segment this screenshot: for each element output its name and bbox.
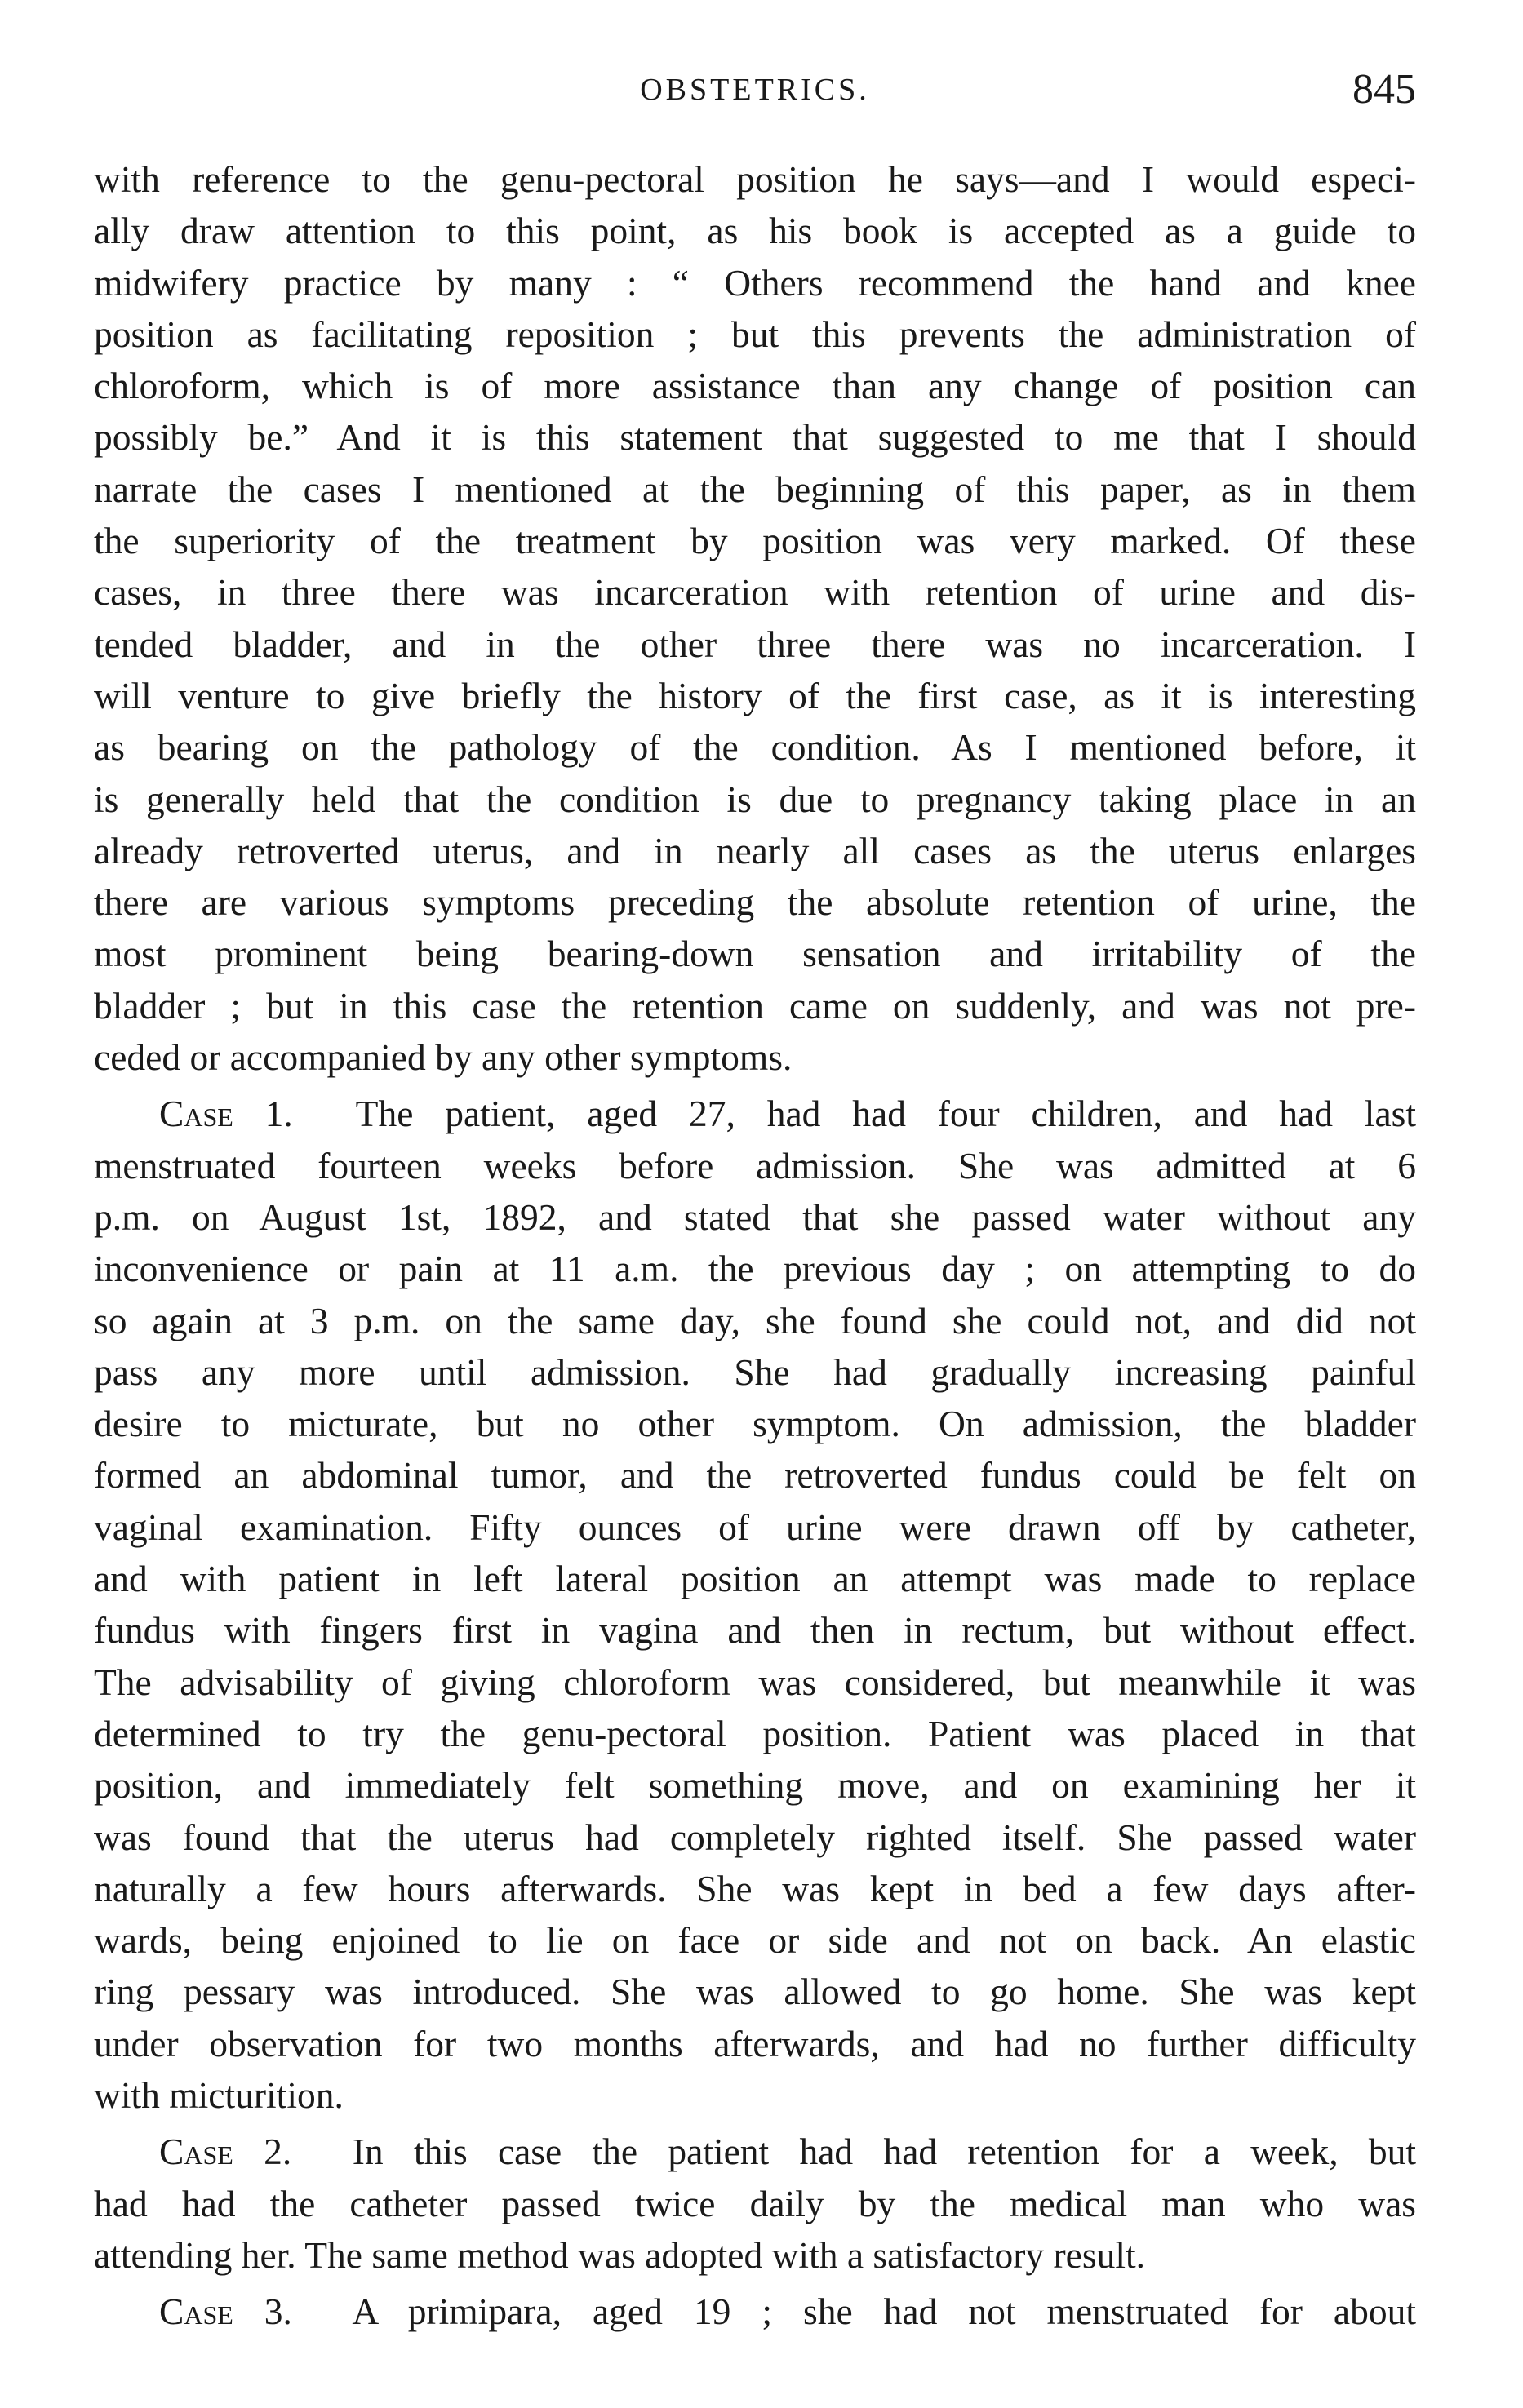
- text-line: formed an abdominal tumor, and the retroverted fundus could be felt on: [94, 1454, 1416, 1497]
- text-line: so again at 3 p.m. on the same day, she found she could not, and did not: [94, 1299, 1416, 1341]
- text-line: position as facilitating reposition ; but this prevents the administration of: [94, 313, 1416, 355]
- text-line: inconvenience or pain at 11 a.m. the previous day ; on attempting to do: [94, 1248, 1416, 1290]
- text-line: as bearing on the pathology of the condition. As I mentioned before, it: [94, 726, 1416, 769]
- text-line: A primipara, aged 19 ; she had not menstruated for about: [352, 2290, 1416, 2333]
- running-title: OBSTETRICS.: [640, 73, 870, 107]
- text-line: ally draw attention to this point, as his book is accepted as a guide to: [94, 210, 1416, 252]
- text-line: p.m. on August 1st, 1892, and stated that she passed water without any: [94, 1195, 1416, 1238]
- text-line: fundus with fingers first in vagina and then in rectum, but without effect.: [94, 1609, 1416, 1652]
- text-line: midwifery practice by many : “ Others recommend the hand and knee: [94, 261, 1416, 304]
- text-line: The patient, aged 27, had had four children, and had last: [355, 1093, 1416, 1135]
- text-line: ceded or accompanied by any other symptoms.: [94, 1036, 793, 1079]
- case-1-label: Case 1.: [159, 1093, 293, 1135]
- text-line: will venture to give briefly the history of the first case, as it is interesting: [94, 674, 1416, 716]
- text-line: there are various symptoms preceding the absolute retention of urine, the: [94, 881, 1416, 924]
- text-line: ring pessary was introduced. She was allowed to go home. She was kept: [94, 1971, 1416, 2013]
- text-line: determined to try the genu-pectoral position. Patient was placed in that: [94, 1712, 1416, 1754]
- text-line: attending her. The same method was adopted with a satisfactory result.: [94, 2233, 1145, 2276]
- text-line: most prominent being bearing-down sensation and irritability of the: [94, 933, 1416, 975]
- page-number: 845: [1352, 66, 1416, 113]
- text-line: menstruated fourteen weeks before admission. She was admitted at 6: [94, 1144, 1416, 1186]
- case-2-label: Case 2.: [159, 2131, 292, 2173]
- text-line: and with patient in left lateral position an attempt was made to replace: [94, 1558, 1416, 1600]
- text-line: vaginal examination. Fifty ounces of urine were drawn off by catheter,: [94, 1506, 1416, 1548]
- text-line: pass any more until admission. She had gradually increasing painful: [94, 1350, 1416, 1393]
- text-line: cases, in three there was incarceration with retention of urine and dis-: [94, 571, 1416, 614]
- text-line: already retroverted uterus, and in nearly all cases as the uterus enlarges: [94, 829, 1416, 871]
- text-line: desire to micturate, but no other symptom. On admission, the bladder: [94, 1403, 1416, 1445]
- text-line: was found that the uterus had completely righted itself. She passed water: [94, 1816, 1416, 1858]
- running-header: [94, 65, 1416, 131]
- case-3-first-line: [94, 2286, 1416, 2337]
- text-line: wards, being enjoined to lie on face or side and not on back. An elastic: [94, 1919, 1416, 1962]
- case-1-first-line: [94, 1088, 1416, 1139]
- text-line: chloroform, which is of more assistance than any change of position can: [94, 365, 1416, 407]
- text-line: position, and immediately felt something move, and on examining her it: [94, 1764, 1416, 1807]
- text-line: is generally held that the condition is due to pregnancy taking place in an: [94, 778, 1416, 820]
- text-line: the superiority of the treatment by position was very marked. Of these: [94, 520, 1416, 562]
- case-2-first-line: [94, 2126, 1416, 2177]
- body-text: [94, 153, 1416, 2337]
- text-line: narrate the cases I mentioned at the beginning of this paper, as in them: [94, 468, 1416, 510]
- text-line: with micturition.: [94, 2073, 344, 2116]
- text-line: possibly be.” And it is this statement that suggested to me that I should: [94, 416, 1416, 459]
- text-line: tended bladder, and in the other three there was no incarceration. I: [94, 623, 1416, 665]
- text-line: with reference to the genu-pectoral position he says—and I would especi-: [94, 158, 1416, 200]
- case-3-label: Case 3.: [159, 2290, 292, 2333]
- text-line: The advisability of giving chloroform was considered, but meanwhile it was: [94, 1661, 1416, 1703]
- text-line: had had the catheter passed twice daily by the medical man who was: [94, 2182, 1416, 2224]
- text-line: naturally a few hours afterwards. She was kept in bed a few days after-: [94, 1867, 1416, 1909]
- text-line: under observation for two months afterwards, and had no further difficulty: [94, 2022, 1416, 2064]
- text-line: In this case the patient had had retention for a week, but: [352, 2131, 1416, 2173]
- text-line: bladder ; but in this case the retention came on suddenly, and was not pre-: [94, 984, 1416, 1027]
